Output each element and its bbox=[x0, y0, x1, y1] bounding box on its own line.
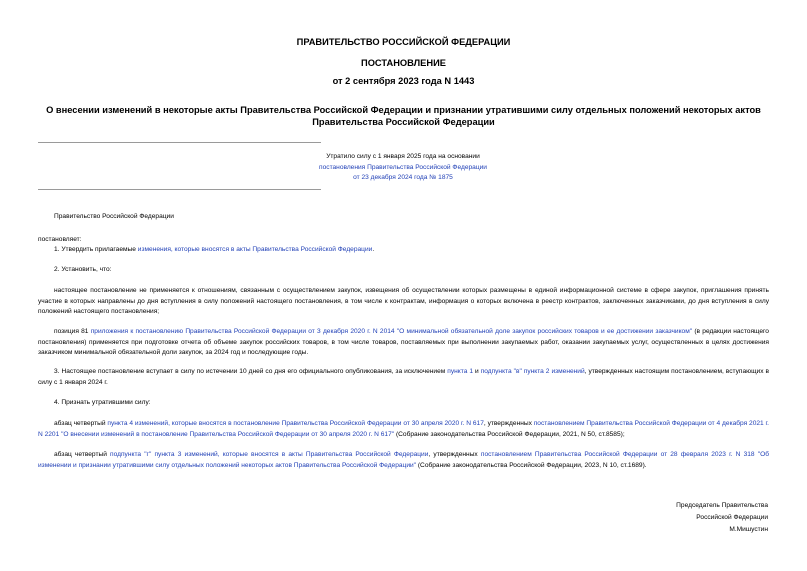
p4b-mid: , утвержденных bbox=[428, 451, 481, 458]
date-number: от 2 сентября 2023 года N 1443 bbox=[332, 76, 475, 86]
intro-text: Правительство Российской Федерации bbox=[54, 213, 174, 220]
divider-top bbox=[38, 142, 321, 143]
signature-block bbox=[600, 500, 768, 536]
paragraph-4b bbox=[38, 450, 769, 471]
p1-prefix: 1. Утвердить прилагаемые bbox=[54, 246, 138, 253]
paragraph-4: 4. Признать утратившими силу: bbox=[54, 399, 151, 406]
p3-suffix: , утвержденных настоящим постановлением, вступающих в силу с 1 января 2024 г. bbox=[38, 368, 769, 386]
paragraph-2a: настоящее постановление не применяется к отношениям, связанным с осуществлением закупок, извещения об осуществлении которых размещены в единой информационной системе в сфере закупок, приглашения принять участие в которых направлены до дня вступления в силу положений настоящего постановления, в том числе к контрактам, информация о которых включена в реестр контрактов, заключенных заказчиками, до дня вступления в силу положений настоящего постановления; bbox=[38, 287, 769, 316]
revocation-link-date[interactable]: от 23 декабря 2024 года № 1875 bbox=[353, 174, 453, 181]
p3-prefix: 3. Настоящее постановление вступает в силу по истечении 10 дней со дня его официального опубликования, за исключением bbox=[54, 368, 448, 375]
signature-name: М.Мишустин bbox=[729, 526, 768, 533]
doc-type-heading: ПОСТАНОВЛЕНИЕ bbox=[361, 58, 446, 68]
p2b-suffix: (в редакции настоящего постановления) применяется при подготовке отчета об объеме закупок российских товаров, в том числе товаров, поставляемых при выполнении закупаемых работ, оказании закупаемых услуг, осуществленных в целях достижения заказчиком минимальной обязательной доли закупок, за 2024 год и последующие годы. bbox=[38, 328, 769, 357]
p4b-suffix: (Собрание законодательства Российской Федерации, 2023, N 10, ст.1689). bbox=[416, 461, 647, 469]
decree-word: постановляет: bbox=[38, 236, 82, 243]
paragraph-2b bbox=[38, 327, 769, 359]
revocation-note bbox=[300, 152, 506, 184]
paragraph-1 bbox=[38, 245, 769, 256]
org-heading: ПРАВИТЕЛЬСТВО РОССИЙСКОЙ ФЕДЕРАЦИИ bbox=[296, 37, 511, 47]
decree-318-link[interactable]: постановлением Правительства Российской Федерации от 28 февраля 2023 г. N 318 "Об изменении и признании утратившими силу отдельных положений некоторых актов Правительства Российской Федерации" bbox=[38, 451, 769, 469]
divider-bottom bbox=[38, 189, 321, 190]
p4a-suffix: (Собрание законодательства Российской Федерации, 2021, N 50, ст.8585); bbox=[394, 430, 625, 438]
signature-title: Председатель Правительства bbox=[676, 502, 768, 509]
paragraph-4a bbox=[38, 419, 769, 440]
revocation-line: Утратило силу с 1 января 2025 года на основании bbox=[326, 153, 480, 160]
point-1-link[interactable]: пункта 1 bbox=[447, 368, 473, 375]
subpoint-g-link[interactable]: подпункта "г" пункта 3 изменений, которые вносятся в акты Правительства Российской Федерации bbox=[110, 451, 429, 458]
p1-suffix: . bbox=[372, 246, 375, 253]
paragraph-2: 2. Установить, что: bbox=[54, 266, 112, 273]
revocation-link-decree[interactable]: постановления Правительства Российской Федерации bbox=[319, 163, 487, 171]
signature-org: Российской Федерации bbox=[696, 514, 768, 521]
p3-mid: и bbox=[473, 368, 481, 375]
decree-2201-link[interactable]: постановлением Правительства Российской Федерации от 4 декабря 2021 г. N 2201 "О внесении изменений в постановление Правительства Российской Федерации от 30 апреля 2020 г. N 617" bbox=[38, 420, 769, 438]
p4a-prefix: абзац четвертый bbox=[54, 420, 108, 427]
changes-link[interactable]: изменения, которые вносятся в акты Правительства Российской Федерации bbox=[137, 246, 373, 253]
p2b-prefix: позиция 81 bbox=[54, 328, 91, 335]
subpoint-link[interactable]: подпункта "в" пункта 2 изменений bbox=[480, 368, 585, 375]
p4b-prefix: абзац четвертый bbox=[54, 451, 111, 458]
document-title: О внесении изменений в некоторые акты Правительства Российской Федерации и признании утратившими силу отдельных положений некоторых актов Правительства Российской Федерации bbox=[46, 105, 761, 127]
p4a-mid: , утвержденных bbox=[483, 420, 534, 427]
appendix-link[interactable]: приложения к постановлению Правительства Российской Федерации от 3 декабря 2020 г. N 2014 "О минимальной обязательной доле закупок российских товаров и ее достижении заказчиком" bbox=[90, 328, 693, 335]
paragraph-3 bbox=[38, 367, 769, 388]
point-4-link[interactable]: пункта 4 изменений, которые вносятся в постановление Правительства Российской Федерации от 30 апреля 2020 г. N 617 bbox=[107, 420, 484, 427]
